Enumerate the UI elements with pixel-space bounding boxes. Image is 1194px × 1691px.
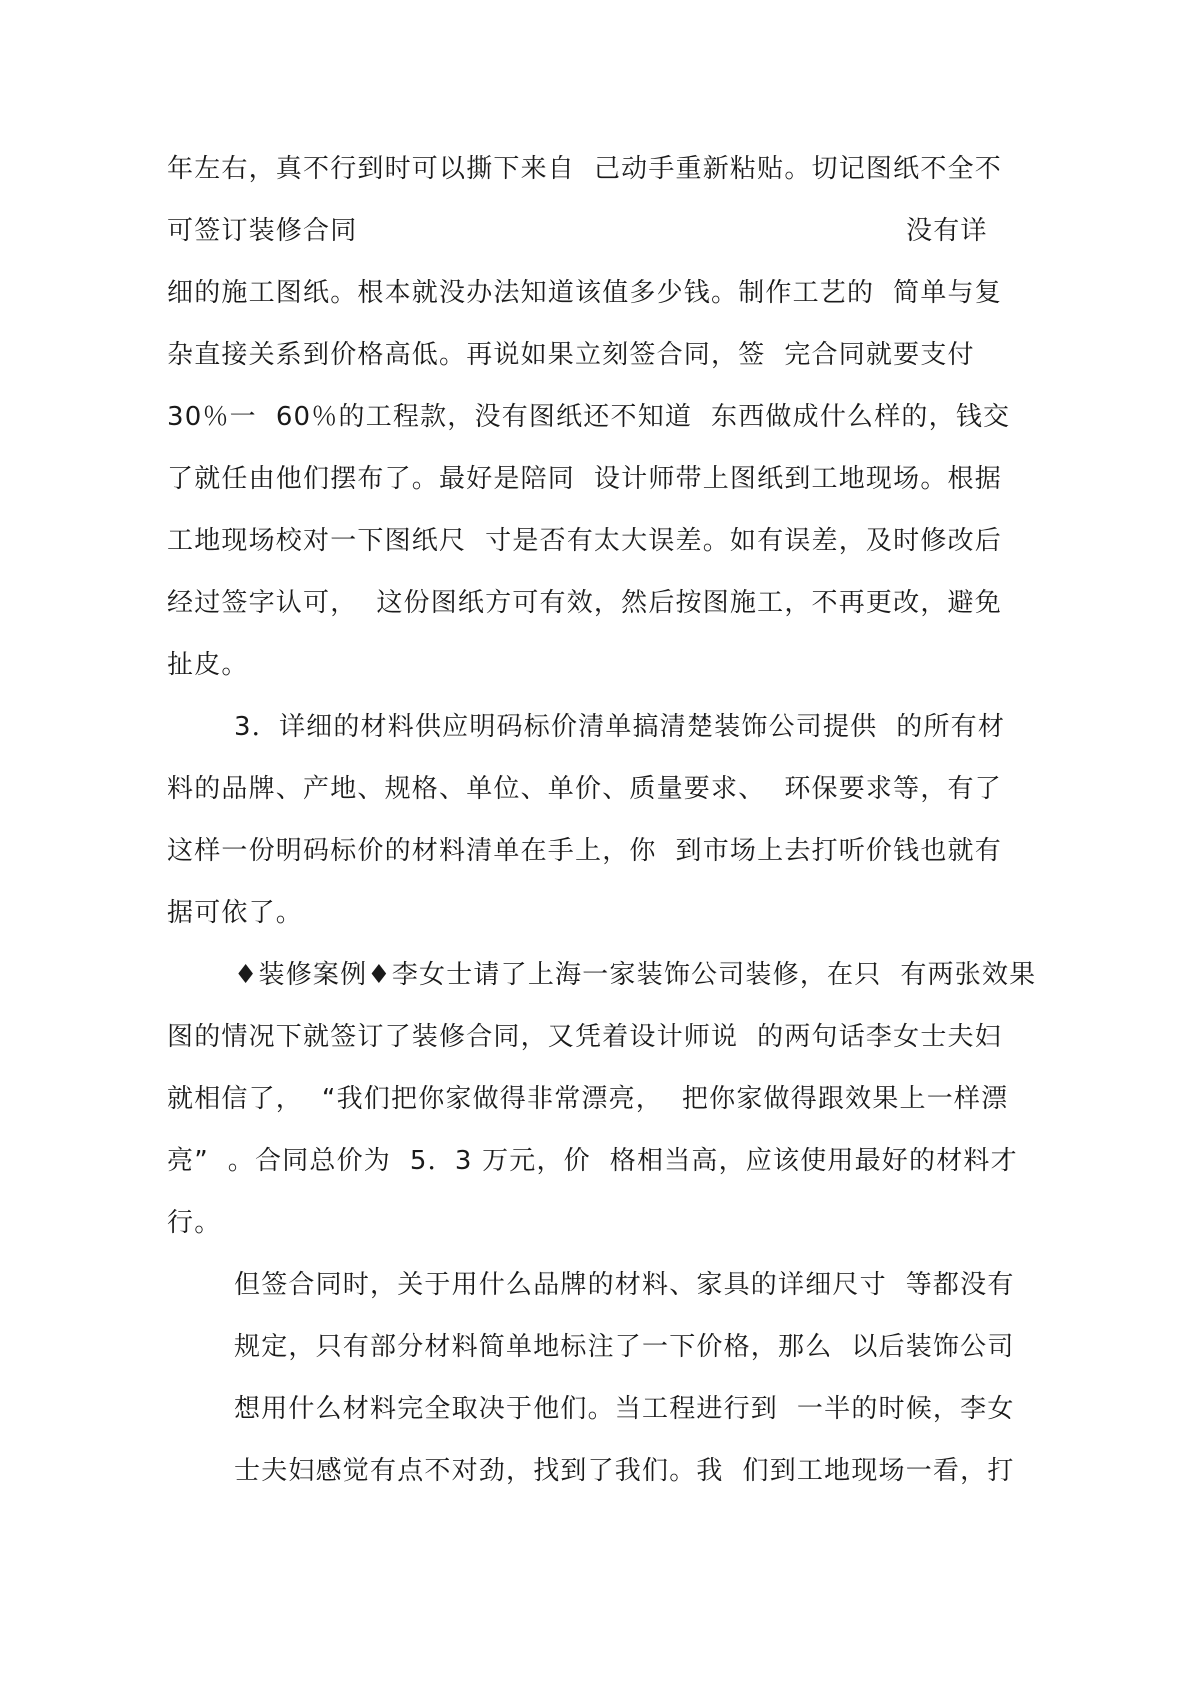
text-line-12: 这样一份明码标价的材料清单在手上，你 到市场上去打听价钱也就有 <box>167 836 1002 866</box>
text-line-20: 规定，只有部分材料简单地标注了一下价格，那么 以后装饰公司 <box>234 1332 1015 1362</box>
text-line-8: 经过签字认可， 这份图纸方可有效，然后按图施工，不再更改，避免 <box>167 588 1002 618</box>
text-line-17: 亮” 。合同总价为 5．3 万元，价 格相当高，应该使用最好的材料才 <box>167 1146 1018 1176</box>
text-line-15: 图的情况下就签订了装修合同，又凭着设计师说 的两句话李女士夫妇 <box>167 1022 1002 1052</box>
text-line-11: 料的品牌、产地、规格、单位、单价、质量要求、 环保要求等，有了 <box>167 774 1002 804</box>
text-line-16: 就相信了， “我们把你家做得非常漂亮， 把你家做得跟效果上一样漂 <box>167 1084 1009 1114</box>
text-line-21: 想用什么材料完全取决于他们。当工程进行到 一半的时候，李女 <box>234 1394 1015 1424</box>
text-line-2: 可签订装修合同 <box>167 216 358 246</box>
text-line-5: 30％一 60％的工程款，没有图纸还不知道 东西做成什么样的，钱交 <box>167 402 1011 432</box>
text-line-14: ♦装修案例♦李女士请了上海一家装饰公司装修，在只 有两张效果 <box>234 960 1037 990</box>
text-line-19: 但签合同时，关于用什么品牌的材料、家具的详细尺寸 等都没有 <box>234 1270 1015 1300</box>
text-line-1: 年左右，真不行到时可以撕下来自 己动手重新粘贴。切记图纸不全不 <box>167 154 1002 184</box>
text-line-10: 3．详细的材料供应明码标价清单搞清楚装饰公司提供 的所有材 <box>234 712 1006 742</box>
text-line-6: 了就任由他们摆布了。最好是陪同 设计师带上图纸到工地现场。根据 <box>167 464 1002 494</box>
text-line-2-right: 没有详 <box>906 216 988 246</box>
text-line-7: 工地现场校对一下图纸尺 寸是否有太大误差。如有误差，及时修改后 <box>167 526 1002 556</box>
text-line-22: 士夫妇感觉有点不对劲，找到了我们。我 们到工地现场一看，打 <box>234 1456 1015 1486</box>
text-line-3: 细的施工图纸。根本就没办法知道该值多少钱。制作工艺的 简单与复 <box>167 278 1002 308</box>
text-line-13: 据可依了。 <box>167 898 304 928</box>
text-line-9: 扯皮。 <box>167 650 249 680</box>
text-line-4: 杂直接关系到价格高低。再说如果立刻签合同，签 完合同就要支付 <box>167 340 975 370</box>
text-line-18: 行。 <box>167 1208 222 1238</box>
